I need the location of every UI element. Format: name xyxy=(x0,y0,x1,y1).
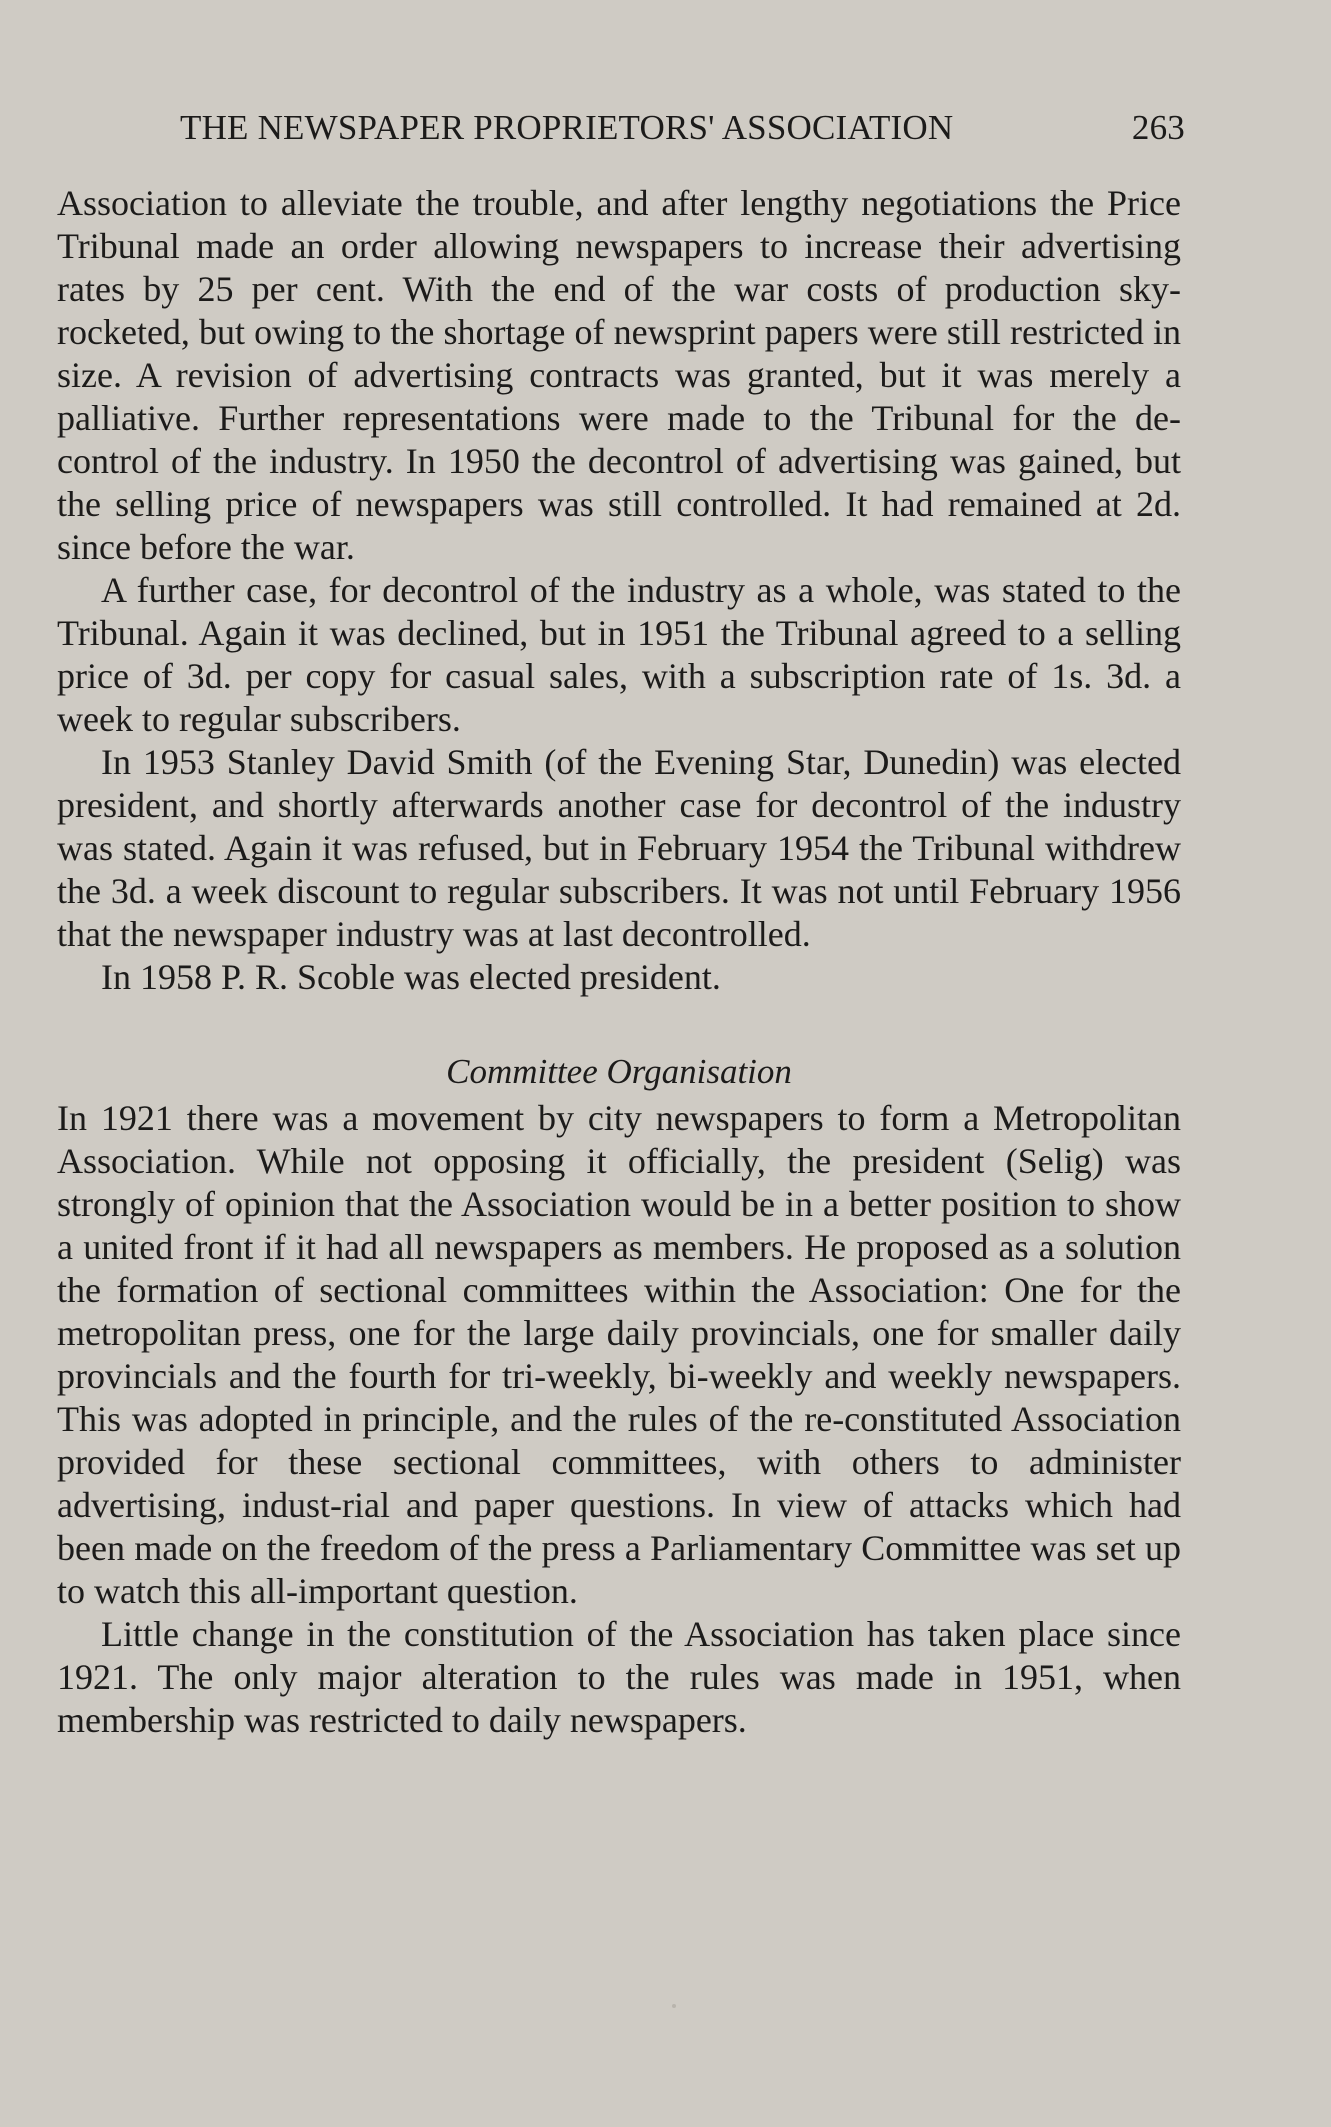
page-speck xyxy=(672,2004,676,2008)
body-text xyxy=(57,182,1181,1742)
paragraph-decontrol-case: A further case, for decontrol of the industry as a whole, was stated to the Tribunal. Again it was declined, but in 1951 the Tribunal agreed to a selling price of 3d. per copy for casual sales, with a subscription rate of 1s. 3d. a week to regular subscribers. xyxy=(57,570,1181,739)
paragraph-constitution-change: Little change in the constitution of the Association has taken place since 1921. The only major alteration to the rules was made in 1951, when membership was restricted to daily newspapers. xyxy=(57,1614,1181,1740)
section-heading: Committee Organisation xyxy=(446,1052,792,1091)
page-number: 263 xyxy=(1131,108,1185,147)
paragraph-smith-president: In 1953 Stanley David Smith (of the Evening Star, Dunedin) was elected president, and shortly afterwards another case for decontrol of the industry was stated. Again it was refused, but in February 1954 the Tribunal withdrew the 3d. a week discount to regular subscribers. It was not until February 1956 that the newspaper industry was at last decontrolled. xyxy=(57,742,1181,954)
paragraph-metropolitan-association: In 1921 there was a movement by city newspapers to form a Metropolitan Association. While not opposing it officially, the president (Selig) was strongly of opinion that the Association would be in a better position to show a united front if it had all newspapers as members. He proposed as a solution the formation of sectional committees within the Association: One for the metropolitan press, one for the large daily provincials, one for smaller daily provincials and the fourth for tri-weekly, bi-weekly and weekly newspapers. This was adopted in principle, and the rules of the re-constituted Association provided for these sectional committees, with others to administer advertising, indust-rial and paper questions. In view of attacks which had been made on the freedom of the press a Parliamentary Committee was set up to watch this all-important question. xyxy=(57,1098,1181,1611)
paragraph-continued: Association to alleviate the trouble, and after lengthy negotiations the Price Tribunal made an order allowing newspapers to increase their advertising rates by 25 per cent. With the end of the war costs of production sky-rocketed, but owing to the shortage of newsprint papers were still restricted in size. A revision of advertising contracts was granted, but it was merely a palliative. Further representations were made to the Tribunal for the de-control of the industry. In 1950 the decontrol of advertising was gained, but the selling price of newspapers was still controlled. It had remained at 2d. since before the war. xyxy=(57,183,1181,567)
running-head xyxy=(180,106,1185,150)
running-title: THE NEWSPAPER PROPRIETORS' ASSOCIATION xyxy=(180,108,954,147)
paragraph-scoble-president: In 1958 P. R. Scoble was elected president. xyxy=(101,957,721,997)
